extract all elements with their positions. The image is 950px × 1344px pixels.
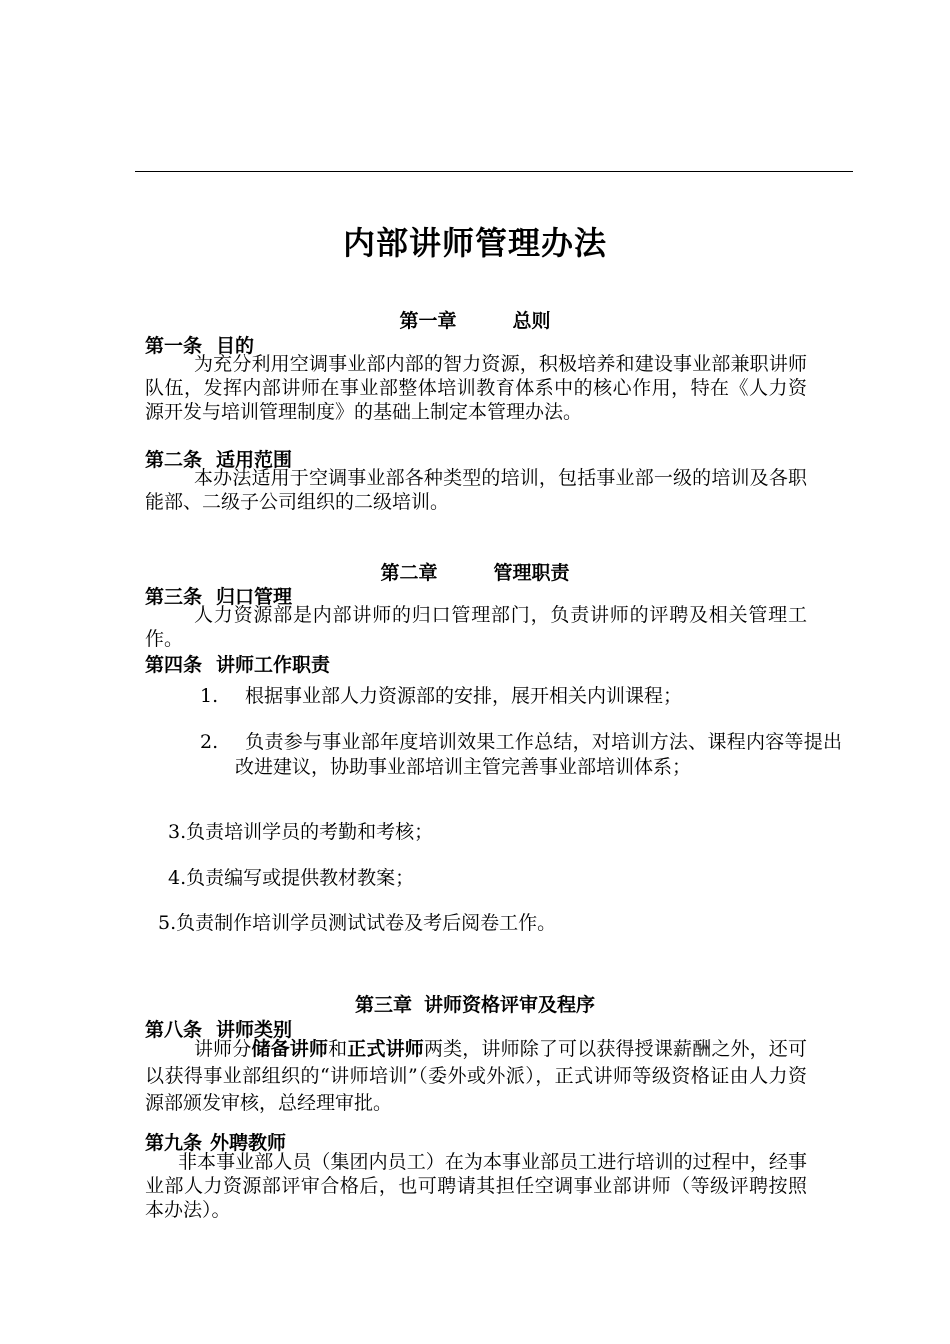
chapter-3-heading: [0, 990, 950, 1017]
article-3-text: 人力资源部是内部讲师的归口管理部门，负责讲师的评聘及相关管理工作。: [145, 604, 807, 650]
formal-lecturer-term: 正式讲师: [347, 1038, 424, 1060]
duty-item-5-text: 负责制作培训学员测试试卷及考后阅卷工作。: [176, 912, 557, 934]
chapter-1-name: 总则: [512, 310, 551, 332]
article-8-text: [145, 1036, 807, 1117]
duty-item-2-text: 负责参与事业部年度培训效果工作总结，对培训方法、课程内容等提出改进建议，协助事业部培训主管完善事业部培训体系；: [235, 731, 842, 778]
article-3-name: 归口管理: [216, 586, 293, 608]
article-4-heading: [145, 650, 330, 677]
article-4-label: 第四条: [145, 654, 203, 676]
duty-item-3-text: 负责培训学员的考勤和考核；: [186, 821, 434, 843]
article-8-text-a: 讲师分: [194, 1038, 252, 1060]
chapter-3-label: 第三章: [354, 994, 412, 1016]
duty-item-3-number: 3.: [168, 821, 187, 843]
article-8-text-b: 和: [328, 1038, 348, 1060]
duty-item-2: [200, 730, 842, 780]
document-title: 内部讲师管理办法: [342, 224, 607, 262]
chapter-2-heading: [0, 558, 950, 585]
duty-item-3: [168, 820, 433, 844]
chapter-2-label: 第二章: [380, 562, 438, 584]
article-4-name: 讲师工作职责: [216, 654, 331, 676]
duty-item-1-number: 1.: [200, 685, 219, 707]
duty-item-5-number: 5.: [158, 912, 177, 934]
article-9-name: 外聘教师: [210, 1132, 287, 1154]
article-2-text: 本办法适用于空调事业部各种类型的培训，包括事业部一级的培训及各职能部、二级子公司组织的二级培训。: [145, 467, 807, 513]
article-8-label: 第八条: [145, 1019, 203, 1041]
duty-item-4-number: 4.: [168, 867, 187, 889]
article-9-text: 非本事业部人员（集团内员工）在为本事业部员工进行培训的过程中，经事业部人力资源部评审合格后，也可聘请其担任空调事业部讲师（等级评聘按照本办法）。: [145, 1151, 807, 1221]
duty-item-1-text: 根据事业部人力资源部的安排，展开相关内训课程；: [245, 685, 683, 707]
article-1-label: 第一条: [145, 335, 203, 357]
chapter-1-heading: [0, 306, 950, 333]
duty-item-4: [168, 866, 414, 890]
article-9-label: 第九条: [145, 1132, 203, 1154]
article-8-text-c: 两类，讲师除了可以获得授课薪酬之外，还可以获得事业部组织的“讲师培训”（委外或外派），正式讲师等级资格证由人力资源部颁发审核，总经理审批。: [145, 1038, 807, 1114]
article-1-text: 为充分利用空调事业部内部的智力资源，积极培养和建设事业部兼职讲师队伍，发挥内部讲师在事业部整体培训教育体系中的核心作用，特在《人力资源开发与培训管理制度》的基础上制定本管理办法。: [145, 353, 807, 423]
article-3-label: 第三条: [145, 586, 203, 608]
chapter-1-label: 第一章: [399, 310, 457, 332]
header-rule: [135, 171, 853, 172]
article-1-name: 目的: [216, 335, 255, 357]
article-8-name: 讲师类别: [216, 1019, 293, 1041]
article-2-label: 第二条: [145, 449, 203, 471]
duty-item-2-number: 2.: [200, 731, 219, 753]
article-2-name: 适用范围: [216, 449, 293, 471]
reserve-lecturer-term: 储备讲师: [251, 1038, 329, 1060]
chapter-3-name: 讲师资格评审及程序: [424, 994, 596, 1016]
duty-item-5: [158, 911, 556, 935]
chapter-2-name: 管理职责: [493, 562, 570, 584]
duty-item-1: [200, 684, 842, 709]
duty-item-4-text: 负责编写或提供教材教案；: [186, 867, 415, 889]
